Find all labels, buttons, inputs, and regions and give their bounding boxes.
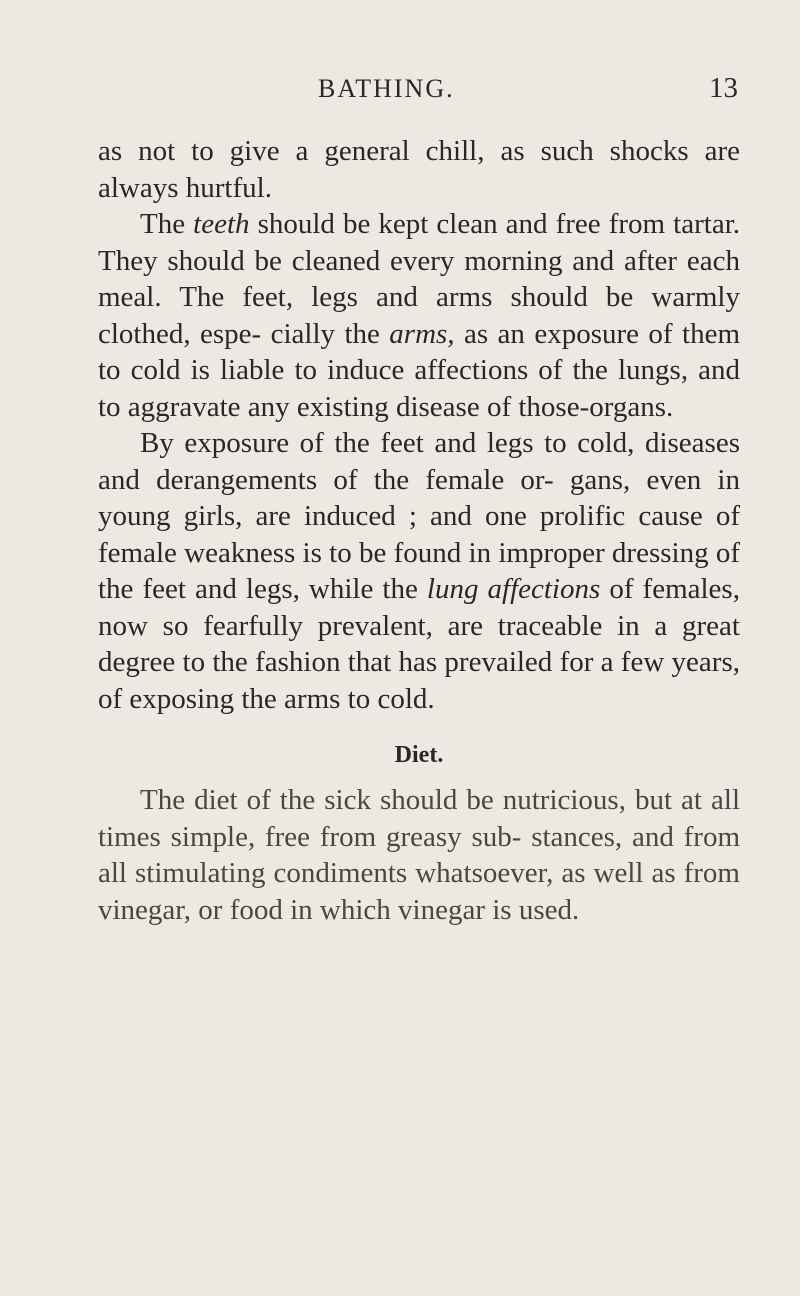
paragraph-2-text-c: should be kept clean and free from tartar. They should be cleaned every morning and after each meal. The feet, legs and arms should be warmly clothed, espe- cially the [98,208,740,350]
paragraph-4: The diet of the sick should be nutricious, but at all times simple, free from greasy sub- stances, and from all stimulating condiments whatsoever, as well as from vinegar, or food in which vinegar is used. [98,784,740,926]
paragraph-2-italic-arms: arms, [389,317,455,350]
running-head-title: BATHING. [318,74,455,103]
page-body [98,133,740,928]
paragraph-1: as not to give a general chill, as such shocks are always hurtful. [98,135,740,204]
paragraph-2 [98,206,740,425]
paragraph-3-text-c: of females, now so fearfully prevalent, are traceable in a great degree to the fashion that has prevailed for a few years, of exposing the arms to cold. [98,573,740,715]
paragraph-3-italic-lung-affections: lung affections [426,573,601,605]
paragraph-2-text-e: as an exposure of them to cold is liable to induce affections of the lungs, and to aggravate any existing disease of those-organs. [98,317,740,423]
paragraph-3 [98,425,740,717]
running-head [318,74,738,114]
section-heading-diet: Diet. [394,742,444,768]
paragraph-2-italic-teeth: teeth [193,208,250,240]
paragraph-3-text-a: By exposure of the feet and legs to cold, diseases and derangements of the female or- gans, even in young girls, are induced ; and one prolific cause of female weakness is to be found in improper dressing of the feet and legs, while the [98,427,740,605]
paragraph-2-text-a: The [140,208,194,240]
page-number: 13 [709,72,738,104]
